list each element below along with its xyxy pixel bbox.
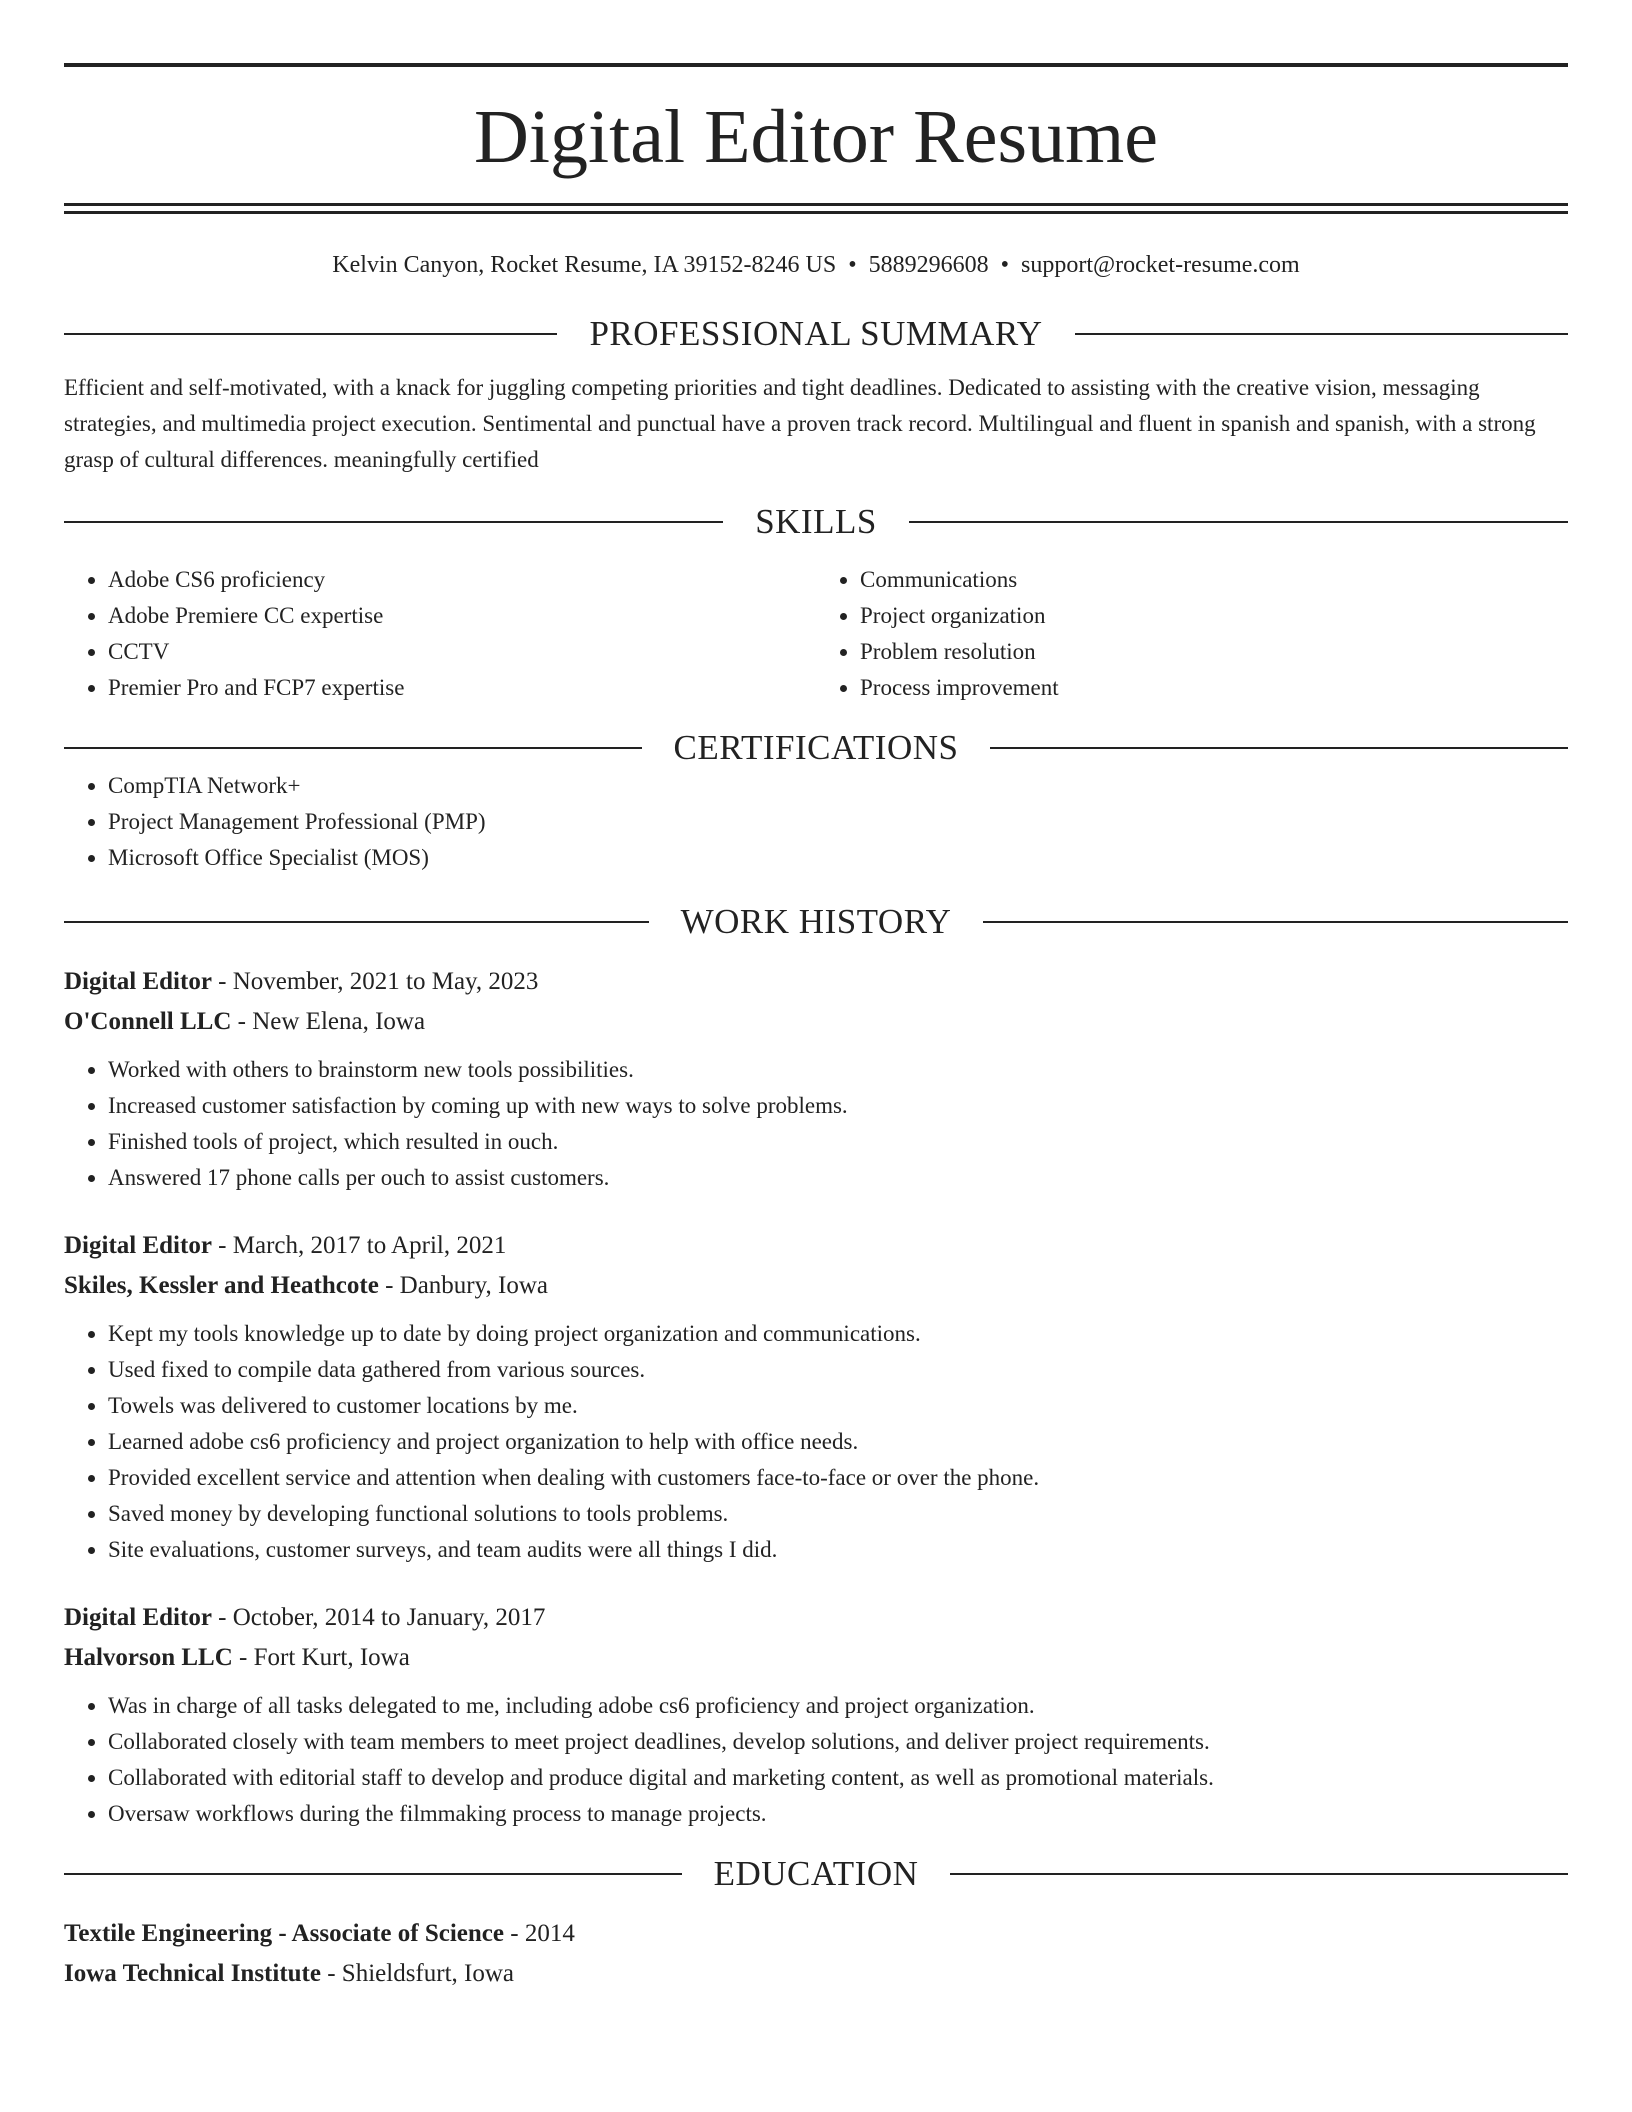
section-rule <box>64 333 557 335</box>
certification-item: • CompTIA Network+ <box>108 768 1568 804</box>
job-bullet: • Answered 17 phone calls per ouch to assist customers. <box>108 1160 1568 1196</box>
skill-item: • Problem resolution <box>860 634 1568 670</box>
skill-item: • Adobe Premiere CC expertise <box>108 598 816 634</box>
job-bullet: • Provided excellent service and attention when dealing with customers face-to-face or over the phone. <box>108 1460 1568 1496</box>
certification-item: • Microsoft Office Specialist (MOS) <box>108 840 1568 876</box>
job-dates: - October, 2014 to January, 2017 <box>211 1604 546 1631</box>
page-title: Digital Editor Resume <box>474 95 1158 179</box>
section-rule <box>1075 333 1568 335</box>
contact-line <box>64 250 1568 280</box>
job-dates: - March, 2017 to April, 2021 <box>211 1232 507 1259</box>
job-bullet: • Towels was delivered to customer locations by me. <box>108 1388 1568 1424</box>
section-header-skills <box>64 502 1568 542</box>
title-double-rule <box>64 203 1568 214</box>
education-degree: Textile Engineering - Associate of Science <box>64 1920 504 1947</box>
skills-column-left <box>64 562 816 706</box>
job-company: Halvorson LLC <box>64 1644 233 1671</box>
job-entry <box>64 962 1568 1196</box>
contact-email: support@rocket-resume.com <box>1021 252 1300 278</box>
section-rule <box>983 921 1568 923</box>
job-title: Digital Editor <box>64 968 212 995</box>
skill-item: • Process improvement <box>860 670 1568 706</box>
section-title-certifications: CERTIFICATIONS <box>673 728 959 767</box>
job-location: - New Elena, Iowa <box>231 1008 426 1035</box>
job-title: Digital Editor <box>64 1232 212 1259</box>
skill-item: • Adobe CS6 proficiency <box>108 562 816 598</box>
job-title: Digital Editor <box>64 1604 212 1631</box>
skills-column-right <box>816 562 1568 706</box>
job-entry <box>64 1598 1568 1832</box>
job-bullet: • Used fixed to compile data gathered from various sources. <box>108 1352 1568 1388</box>
skills-list <box>64 562 1568 706</box>
section-title-summary: PROFESSIONAL SUMMARY <box>589 314 1043 353</box>
job-bullet: • Collaborated with editorial staff to develop and produce digital and marketing content, as well as promotional materials. <box>108 1760 1568 1796</box>
job-bullet: • Learned adobe cs6 proficiency and project organization to help with office needs. <box>108 1424 1568 1460</box>
contact-separator: • <box>1000 252 1010 278</box>
job-company-line <box>64 1266 1568 1306</box>
job-title-line <box>64 1598 1568 1638</box>
certification-item: • Project Management Professional (PMP) <box>108 804 1568 840</box>
section-title-skills: SKILLS <box>755 502 877 541</box>
education-year: - 2014 <box>504 1920 575 1947</box>
job-company: Skiles, Kessler and Heathcote <box>64 1272 379 1299</box>
summary-text: Efficient and self-motivated, with a knack for juggling competing priorities and tight deadlines. Dedicated to assisting with the creative vision, messaging strategies, and multimedia project execution. Sentimental and punctual have a proven track record. Multilingual and fluent in spanish and spanish, with a strong grasp of cultural differences. meaningfully certified <box>64 375 1536 472</box>
job-bullet: • Was in charge of all tasks delegated to me, including adobe cs6 proficiency and project organization. <box>108 1688 1568 1724</box>
job-bullets <box>64 1052 1568 1196</box>
contact-phone: 5889296608 <box>868 252 989 278</box>
job-bullet: • Kept my tools knowledge up to date by doing project organization and communications. <box>108 1316 1568 1352</box>
job-company-line <box>64 1002 1568 1042</box>
job-bullet: • Collaborated closely with team members to meet project deadlines, develop solutions, and deliver project requirements. <box>108 1724 1568 1760</box>
contact-address: Kelvin Canyon, Rocket Resume, IA 39152-8246 US <box>332 252 837 278</box>
top-rule <box>64 63 1568 67</box>
section-title-education: EDUCATION <box>713 1854 919 1893</box>
section-header-certifications <box>64 728 1568 768</box>
job-entry <box>64 1226 1568 1568</box>
education-school-line <box>64 1954 1568 1994</box>
resume-page <box>64 0 1568 1994</box>
education-degree-line <box>64 1914 1568 1954</box>
skill-item: • Project organization <box>860 598 1568 634</box>
job-bullets <box>64 1688 1568 1832</box>
job-bullet: • Oversaw workflows during the filmmaking process to manage projects. <box>108 1796 1568 1832</box>
job-bullet: • Worked with others to brainstorm new tools possibilities. <box>108 1052 1568 1088</box>
skill-item: • Premier Pro and FCP7 expertise <box>108 670 816 706</box>
job-bullet: • Finished tools of project, which resulted in ouch. <box>108 1124 1568 1160</box>
section-rule <box>990 747 1568 749</box>
section-rule <box>64 521 723 523</box>
education-school: Iowa Technical Institute <box>64 1960 321 1987</box>
job-location: - Danbury, Iowa <box>378 1272 548 1299</box>
job-dates: - November, 2021 to May, 2023 <box>211 968 539 995</box>
education-location: - Shieldsfurt, Iowa <box>320 1960 515 1987</box>
skill-item: • Communications <box>860 562 1568 598</box>
section-rule <box>64 747 642 749</box>
job-bullet: • Increased customer satisfaction by coming up with new ways to solve problems. <box>108 1088 1568 1124</box>
job-bullet: • Site evaluations, customer surveys, and team audits were all things I did. <box>108 1532 1568 1568</box>
section-title-work: WORK HISTORY <box>680 902 952 941</box>
skill-item: • CCTV <box>108 634 816 670</box>
job-company: O'Connell LLC <box>64 1008 232 1035</box>
job-title-line <box>64 962 1568 1002</box>
section-header-education <box>64 1854 1568 1894</box>
job-location: - Fort Kurt, Iowa <box>232 1644 410 1671</box>
section-rule <box>950 1873 1568 1875</box>
section-rule <box>64 921 649 923</box>
job-bullet: • Saved money by developing functional solutions to tools problems. <box>108 1496 1568 1532</box>
section-rule <box>64 1873 682 1875</box>
contact-separator: • <box>848 252 857 278</box>
certifications-list <box>64 768 1568 876</box>
section-rule <box>909 521 1568 523</box>
section-header-summary <box>64 314 1568 354</box>
section-header-work <box>64 902 1568 942</box>
job-company-line <box>64 1638 1568 1678</box>
job-title-line <box>64 1226 1568 1266</box>
education-entry <box>64 1914 1568 1994</box>
job-bullets <box>64 1316 1568 1568</box>
